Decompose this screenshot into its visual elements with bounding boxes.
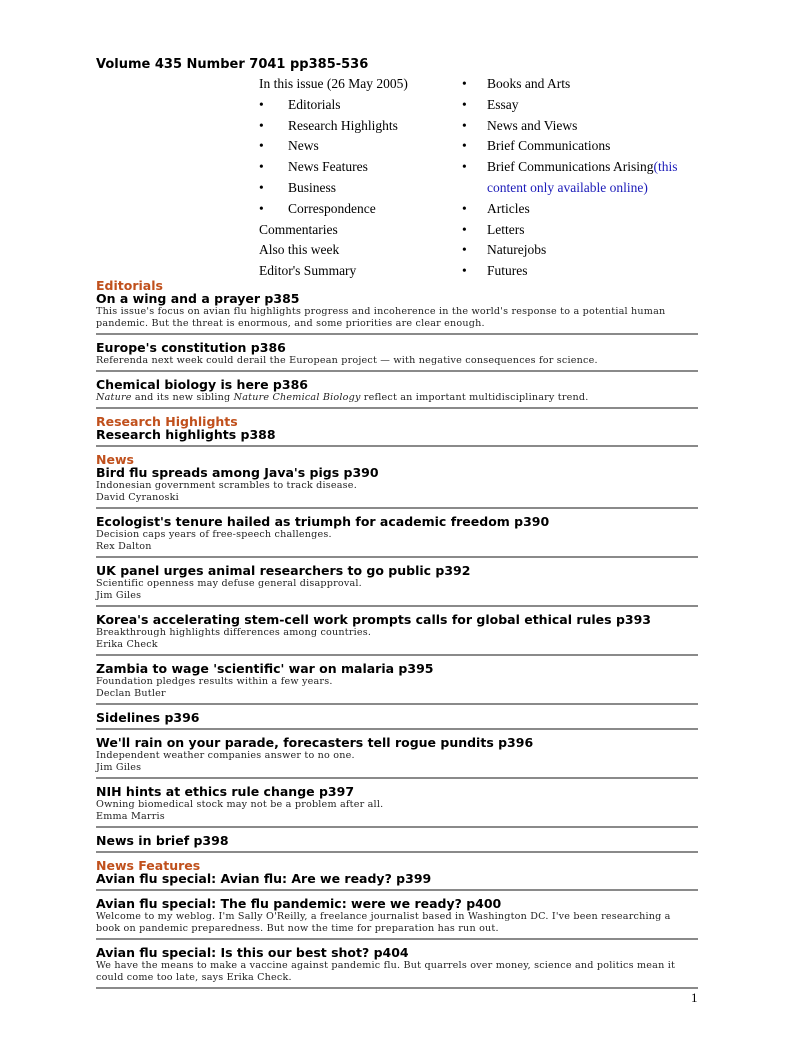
bullet-icon: •	[462, 200, 467, 216]
bullet-icon: •	[259, 200, 264, 216]
toc-label: Books and Arts	[487, 76, 571, 91]
article-summary: Foundation pledges results within a few years.	[96, 676, 333, 687]
toc-label: News Features	[288, 159, 368, 175]
article-title[interactable]: Avian flu special: Avian flu: Are we ready? p399	[96, 871, 432, 886]
toc-label: Editorials	[288, 96, 341, 112]
article-title[interactable]: On a wing and a prayer p385	[96, 291, 300, 306]
article-title[interactable]: Korea's accelerating stem-cell work prompts calls for global ethical rules p393	[96, 612, 651, 627]
bullet-icon: •	[462, 138, 467, 154]
toc-item[interactable]	[462, 240, 702, 261]
article-title[interactable]: NIH hints at ethics rule change p397	[96, 784, 355, 799]
toc-item[interactable]	[462, 95, 702, 116]
toc-item[interactable]	[259, 95, 449, 116]
toc-label: Commentaries	[259, 221, 338, 237]
article-entry	[96, 897, 698, 940]
toc-label: Brief Communications	[487, 138, 611, 154]
journal-name: Nature	[96, 392, 132, 403]
bullet-icon: •	[462, 242, 467, 258]
toc-item[interactable]	[462, 74, 702, 95]
bullet-icon: •	[259, 159, 264, 175]
article-title[interactable]: Research highlights p388	[96, 427, 276, 442]
bullet-icon: •	[462, 76, 467, 91]
article-entry	[96, 834, 698, 853]
article-title[interactable]: Europe's constitution p386	[96, 340, 286, 355]
article-author: Erika Check	[96, 639, 158, 650]
summary-text: reflect an important multidisciplinary trend.	[360, 392, 589, 403]
article-summary: Welcome to my weblog. I'm Sally O'Reilly, a freelance journalist based in Washington DC. I've been researching a book on pandemic preparedness. But now the time for preparation has run out.	[96, 911, 671, 934]
toc-item[interactable]	[259, 74, 449, 95]
page-number: 1	[691, 990, 698, 1005]
article-summary: Decision caps years of free-speech challenges.	[96, 529, 332, 540]
bullet-icon: •	[259, 179, 264, 195]
toc-label: Naturejobs	[487, 242, 547, 258]
toc-item[interactable]	[462, 220, 702, 241]
article-summary: Indonesian government scrambles to track disease.	[96, 480, 357, 491]
article-entry	[96, 466, 698, 509]
toc-item[interactable]	[259, 157, 449, 178]
toc-label: Articles	[487, 200, 530, 216]
bullet-icon: •	[259, 138, 264, 154]
toc-item[interactable]	[462, 157, 702, 199]
article-entry	[96, 736, 698, 779]
article-entry	[96, 428, 698, 447]
section-heading-research-highlights: Research Highlights	[96, 414, 238, 429]
article-title[interactable]: Chemical biology is here p386	[96, 377, 308, 392]
bullet-icon: •	[462, 159, 467, 175]
article-entry	[96, 378, 698, 409]
toc-label: Also this week	[259, 242, 340, 258]
toc-label: In this issue (26 May 2005)	[259, 76, 408, 91]
bullet-icon: •	[462, 263, 467, 279]
toc-item[interactable]	[259, 116, 449, 137]
article-author: David Cyranoski	[96, 492, 179, 503]
article-summary: Referenda next week could derail the European project — with negative consequences for science.	[96, 355, 598, 366]
toc-label: Futures	[487, 263, 528, 279]
toc-item[interactable]	[259, 136, 449, 157]
article-summary: Scientific openness may defuse general disapproval.	[96, 578, 362, 589]
toc-label: Editor's Summary	[259, 263, 357, 279]
article-summary: We have the means to make a vaccine against pandemic flu. But quarrels over money, science and politics mean it could come too late, says Erika Check.	[96, 960, 676, 983]
article-summary: Breakthrough highlights differences among countries.	[96, 627, 372, 638]
article-author: Declan Butler	[96, 688, 166, 699]
article-entry	[96, 292, 698, 335]
toc-label: Business	[288, 179, 337, 195]
article-entry	[96, 785, 698, 828]
toc-label: News	[288, 138, 319, 154]
article-title[interactable]: Ecologist's tenure hailed as triumph for academic freedom p390	[96, 514, 550, 529]
article-title[interactable]: UK panel urges animal researchers to go public p392	[96, 563, 471, 578]
article-summary: Independent weather companies answer to no one.	[96, 750, 355, 761]
volume-title: Volume 435 Number 7041 pp385-536	[96, 57, 369, 72]
article-author: Jim Giles	[96, 762, 142, 773]
section-heading-editorials: Editorials	[96, 278, 163, 293]
article-title[interactable]: Bird flu spreads among Java's pigs p390	[96, 465, 379, 480]
toc-item[interactable]	[462, 116, 702, 137]
article-entry	[96, 613, 698, 656]
toc-label: Research Highlights	[288, 117, 398, 133]
article-author: Jim Giles	[96, 590, 142, 601]
toc-label: Brief Communications Arising	[487, 159, 654, 175]
article-title[interactable]: We'll rain on your parade, forecasters tell rogue pundits p396	[96, 735, 534, 750]
article-summary: Owning biomedical stock may not be a problem after all.	[96, 799, 384, 810]
article-title[interactable]: Zambia to wage 'scientific' war on malaria p395	[96, 661, 434, 676]
bullet-icon: •	[259, 117, 264, 133]
article-title[interactable]: News in brief p398	[96, 833, 229, 848]
article-entry	[96, 946, 698, 989]
article-entry	[96, 872, 698, 891]
bullet-icon: •	[462, 96, 467, 112]
summary-text: and its new sibling	[131, 392, 234, 403]
toc-right-column	[462, 74, 702, 282]
article-author: Emma Marris	[96, 811, 165, 822]
article-entry	[96, 564, 698, 607]
article-list	[96, 279, 698, 995]
journal-name: Nature Chemical Biology	[233, 392, 361, 403]
toc-label: Essay	[487, 96, 519, 112]
toc-item[interactable]	[259, 178, 449, 199]
toc-item[interactable]	[462, 199, 702, 220]
toc-label: Letters	[487, 221, 525, 237]
section-heading-news: News	[96, 452, 134, 467]
article-entry	[96, 711, 698, 730]
bullet-icon: •	[259, 96, 264, 112]
article-title[interactable]: Avian flu special: The flu pandemic: were we ready? p400	[96, 896, 502, 911]
bullet-icon: •	[462, 117, 467, 133]
toc-item[interactable]	[462, 136, 702, 157]
toc-item[interactable]	[259, 220, 449, 241]
article-author: Rex Dalton	[96, 541, 152, 552]
article-title[interactable]: Sidelines p396	[96, 710, 200, 725]
toc-label: Correspondence	[288, 200, 376, 216]
article-summary	[96, 392, 698, 404]
article-entry	[96, 662, 698, 705]
article-entry	[96, 341, 698, 372]
toc-item[interactable]	[259, 199, 449, 220]
article-entry	[96, 515, 698, 558]
article-title[interactable]: Avian flu special: Is this our best shot? p404	[96, 945, 409, 960]
article-summary: This issue's focus on avian flu highlights progress and incoherence in the world's response to a potential human pandemic. But the threat is enormous, and some priorities are clear enough.	[96, 306, 666, 329]
toc-item[interactable]	[259, 240, 449, 261]
bullet-icon: •	[462, 221, 467, 237]
online-only-note[interactable]: (this content only available online)	[487, 159, 678, 195]
toc-label: News and Views	[487, 117, 578, 133]
section-heading-news-features: News Features	[96, 858, 201, 873]
toc-left-column	[259, 74, 449, 282]
